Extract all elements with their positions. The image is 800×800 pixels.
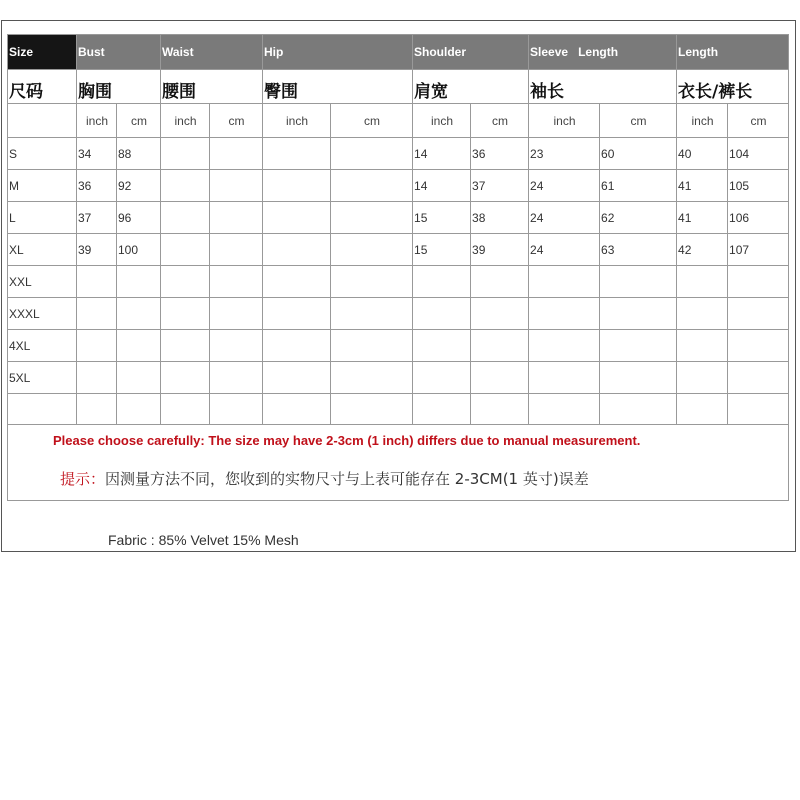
measurement-cell: 39: [471, 234, 529, 266]
unit-cell: inch: [677, 104, 728, 138]
measurement-cell: [263, 202, 331, 234]
measurement-cell: [331, 202, 413, 234]
table-row: [8, 234, 789, 266]
measurement-cell: 106: [728, 202, 789, 234]
measurement-cell: [529, 362, 600, 394]
measurement-cell: [210, 330, 263, 362]
measurement-cell: 24: [529, 234, 600, 266]
measurement-cell: [331, 266, 413, 298]
measurement-note-english: Please choose carefully: The size may have 2-3cm (1 inch) differs due to manual measurement.: [53, 433, 641, 448]
measurement-cell: 107: [728, 234, 789, 266]
measurement-cell: [529, 330, 600, 362]
measurement-cell: [117, 298, 161, 330]
measurement-cell: 42: [677, 234, 728, 266]
measurement-cell: [331, 298, 413, 330]
measurement-cell: 14: [413, 138, 471, 170]
note-label: 提示：: [60, 470, 106, 488]
measurement-cell: [677, 330, 728, 362]
size-label: 4XL: [8, 330, 77, 362]
measurement-cell: [161, 138, 210, 170]
measurement-cell: [77, 266, 117, 298]
size-label: L: [8, 202, 77, 234]
table-row: [8, 298, 789, 330]
measurement-cell: 37: [77, 202, 117, 234]
measurement-cell: [210, 202, 263, 234]
fabric-composition: Fabric : 85% Velvet 15% Mesh: [108, 532, 299, 548]
blank-row: [8, 394, 789, 425]
measurement-cell: [471, 298, 529, 330]
measurement-cell: [413, 266, 471, 298]
unit-cell: cm: [600, 104, 677, 138]
header-length: Length: [677, 35, 789, 70]
header-row-english: [8, 35, 789, 70]
measurement-cell: [728, 362, 789, 394]
header-row-chinese: [8, 70, 789, 104]
size-label: S: [8, 138, 77, 170]
measurement-cell: [161, 266, 210, 298]
measurement-cell: [117, 266, 161, 298]
empty-area: [0, 553, 800, 800]
measurement-cell: [331, 170, 413, 202]
measurement-cell: 105: [728, 170, 789, 202]
measurement-cell: [263, 330, 331, 362]
measurement-cell: 40: [677, 138, 728, 170]
size-data-rows: [8, 138, 789, 394]
measurement-cell: 62: [600, 202, 677, 234]
table-row: [8, 362, 789, 394]
measurement-cell: [728, 298, 789, 330]
unit-cell: cm: [210, 104, 263, 138]
size-label: 5XL: [8, 362, 77, 394]
header-bust-cn: 胸围: [77, 70, 161, 104]
measurement-cell: [600, 330, 677, 362]
measurement-cell: [413, 330, 471, 362]
header-hip-cn: 臀围: [263, 70, 413, 104]
measurement-cell: 88: [117, 138, 161, 170]
unit-cell: inch: [161, 104, 210, 138]
measurement-cell: [600, 298, 677, 330]
measurement-cell: [471, 266, 529, 298]
header-shoulder: Shoulder: [413, 35, 529, 70]
measurement-cell: [331, 362, 413, 394]
measurement-cell: [263, 298, 331, 330]
measurement-cell: [677, 362, 728, 394]
unit-cell: cm: [471, 104, 529, 138]
measurement-cell: [331, 234, 413, 266]
size-chart-table: [7, 34, 789, 501]
unit-cell: inch: [529, 104, 600, 138]
header-shoulder-cn: 肩宽: [413, 70, 529, 104]
measurement-cell: [161, 362, 210, 394]
size-label: XXL: [8, 266, 77, 298]
measurement-cell: 24: [529, 202, 600, 234]
unit-cell: inch: [77, 104, 117, 138]
header-sleeve-length-cn: 袖长: [529, 70, 677, 104]
measurement-cell: 63: [600, 234, 677, 266]
measurement-cell: 36: [77, 170, 117, 202]
table-row: [8, 170, 789, 202]
header-waist-cn: 腰围: [161, 70, 263, 104]
measurement-cell: [161, 170, 210, 202]
unit-cell: cm: [117, 104, 161, 138]
header-hip: Hip: [263, 35, 413, 70]
unit-cell: inch: [263, 104, 331, 138]
measurement-cell: [161, 298, 210, 330]
measurement-cell: 92: [117, 170, 161, 202]
size-label: M: [8, 170, 77, 202]
note-text: 因测量方法不同，您收到的实物尺寸与上表可能存在 2-3CM(1 英寸)误差: [105, 470, 589, 488]
measurement-cell: [600, 362, 677, 394]
measurement-cell: 38: [471, 202, 529, 234]
measurement-cell: [77, 362, 117, 394]
header-length-cn: 衣长/裤长: [677, 70, 789, 104]
measurement-cell: [210, 138, 263, 170]
measurement-cell: 104: [728, 138, 789, 170]
measurement-cell: [331, 138, 413, 170]
measurement-cell: [161, 202, 210, 234]
table-row: [8, 138, 789, 170]
header-waist: Waist: [161, 35, 263, 70]
table-row: [8, 266, 789, 298]
measurement-cell: [529, 266, 600, 298]
measurement-cell: 61: [600, 170, 677, 202]
measurement-cell: [161, 330, 210, 362]
measurement-cell: [728, 266, 789, 298]
measurement-cell: 39: [77, 234, 117, 266]
measurement-cell: [117, 330, 161, 362]
measurement-cell: 37: [471, 170, 529, 202]
header-size-cn: 尺码: [8, 70, 77, 104]
measurement-cell: [263, 170, 331, 202]
measurement-cell: [263, 234, 331, 266]
measurement-note-chinese: [60, 468, 589, 489]
measurement-cell: [677, 266, 728, 298]
measurement-cell: [210, 266, 263, 298]
measurement-cell: [210, 362, 263, 394]
measurement-cell: 100: [117, 234, 161, 266]
measurement-cell: 23: [529, 138, 600, 170]
unit-cell: [8, 104, 77, 138]
header-sleeve-length: Sleeve Length: [529, 35, 677, 70]
measurement-cell: [413, 362, 471, 394]
table-row: [8, 202, 789, 234]
measurement-cell: [263, 138, 331, 170]
unit-cell: cm: [331, 104, 413, 138]
header-size: Size: [8, 35, 77, 70]
size-label: XXXL: [8, 298, 77, 330]
measurement-cell: 96: [117, 202, 161, 234]
measurement-cell: 34: [77, 138, 117, 170]
measurement-cell: 15: [413, 234, 471, 266]
measurement-cell: [529, 298, 600, 330]
measurement-cell: [77, 298, 117, 330]
unit-cell: cm: [728, 104, 789, 138]
measurement-cell: 14: [413, 170, 471, 202]
measurement-cell: 41: [677, 170, 728, 202]
measurement-cell: [210, 234, 263, 266]
measurement-cell: [413, 298, 471, 330]
measurement-cell: [728, 330, 789, 362]
table-row: [8, 330, 789, 362]
measurement-cell: 41: [677, 202, 728, 234]
measurement-cell: 15: [413, 202, 471, 234]
measurement-cell: [77, 330, 117, 362]
units-row: [8, 104, 789, 138]
measurement-cell: [263, 266, 331, 298]
measurement-cell: 36: [471, 138, 529, 170]
measurement-cell: [471, 330, 529, 362]
size-label: XL: [8, 234, 77, 266]
measurement-cell: [210, 298, 263, 330]
measurement-cell: [210, 170, 263, 202]
measurement-cell: [117, 362, 161, 394]
measurement-cell: [471, 362, 529, 394]
measurement-cell: 24: [529, 170, 600, 202]
measurement-cell: [331, 330, 413, 362]
measurement-cell: [677, 298, 728, 330]
header-bust: Bust: [77, 35, 161, 70]
unit-cell: inch: [413, 104, 471, 138]
measurement-cell: [263, 362, 331, 394]
measurement-cell: 60: [600, 138, 677, 170]
measurement-cell: [161, 234, 210, 266]
measurement-cell: [600, 266, 677, 298]
